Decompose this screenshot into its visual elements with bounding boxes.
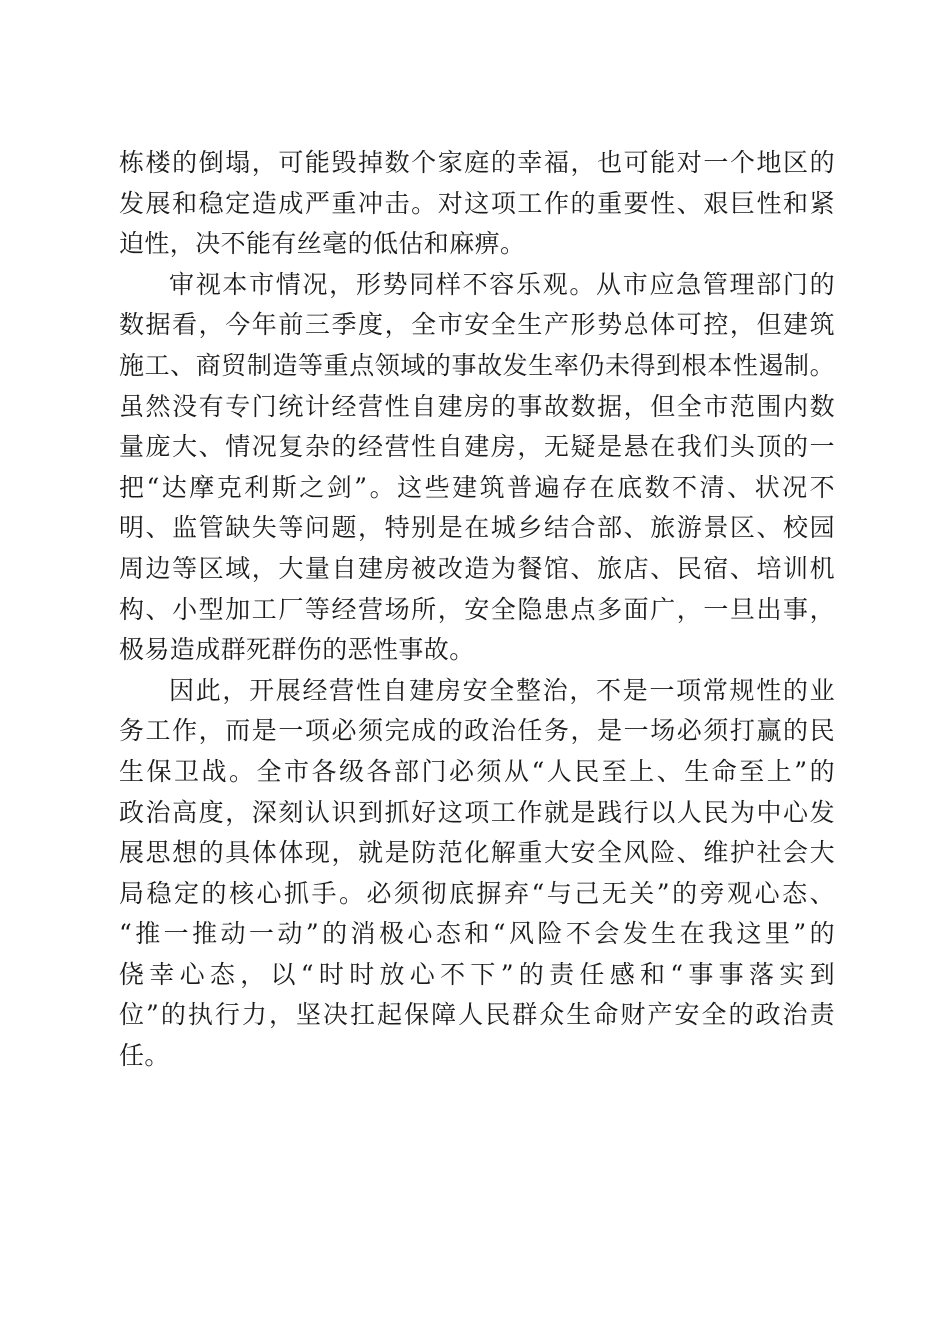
text-line: 务工作，而是一项必须完成的政治任务，是一场必须打赢的民	[119, 716, 835, 746]
text-line: 因此，开展经营性自建房安全整治，不是一项常规性的业	[169, 675, 835, 705]
text-line: 极易造成群死群伤的恶性事故。	[119, 635, 475, 665]
text-line: 明、监管缺失等问题，特别是在城乡结合部、旅游景区、校园	[119, 513, 835, 543]
text-line: 展思想的具体体现，就是防范化解重大安全风险、维护社会大	[119, 838, 835, 868]
text-line: 构、小型加工厂等经营场所，安全隐患点多面广，一旦出事，	[119, 594, 835, 624]
document-body	[119, 143, 835, 1077]
text-line: 量庞大、情况复杂的经营性自建房，无疑是悬在我们头顶的一	[119, 432, 835, 462]
text-line: “推一推动一动”的消极心态和“风险不会发生在我这里”的	[119, 919, 835, 949]
text-line: 侥幸心态，以“时时放心不下”的责任感和“事事落实到	[119, 959, 835, 989]
text-line: 局稳定的核心抓手。必须彻底摒弃“与己无关”的旁观心态、	[119, 878, 835, 908]
paragraph	[119, 671, 835, 1077]
text-line: 数据看，今年前三季度，全市安全生产形势总体可控，但建筑	[119, 310, 835, 340]
text-line: 发展和稳定造成严重冲击。对这项工作的重要性、艰巨性和紧	[119, 188, 835, 218]
paragraph	[119, 265, 835, 671]
text-line: 施工、商贸制造等重点领域的事故发生率仍未得到根本性遏制。	[119, 350, 835, 380]
text-line: 栋楼的倒塌，可能毁掉数个家庭的幸福，也可能对一个地区的	[119, 148, 835, 177]
text-line: 周边等区域，大量自建房被改造为餐馆、旅店、民宿、培训机	[119, 553, 835, 583]
text-line: 生保卫战。全市各级各部门必须从“人民至上、生命至上”的	[119, 756, 835, 786]
text-line: 审视本市情况，形势同样不容乐观。从市应急管理部门的	[169, 269, 835, 299]
text-line: 迫性，决不能有丝毫的低估和麻痹。	[119, 229, 526, 259]
paragraph	[119, 143, 835, 265]
text-line: 把“达摩克利斯之剑”。这些建筑普遍存在底数不清、状况不	[119, 472, 835, 502]
text-line: 任。	[119, 1041, 170, 1071]
text-line: 政治高度，深刻认识到抓好这项工作就是践行以人民为中心发	[119, 797, 835, 827]
text-line: 位”的执行力，坚决扛起保障人民群众生命财产安全的政治责	[119, 1000, 835, 1030]
text-line: 虽然没有专门统计经营性自建房的事故数据，但全市范围内数	[119, 391, 835, 421]
